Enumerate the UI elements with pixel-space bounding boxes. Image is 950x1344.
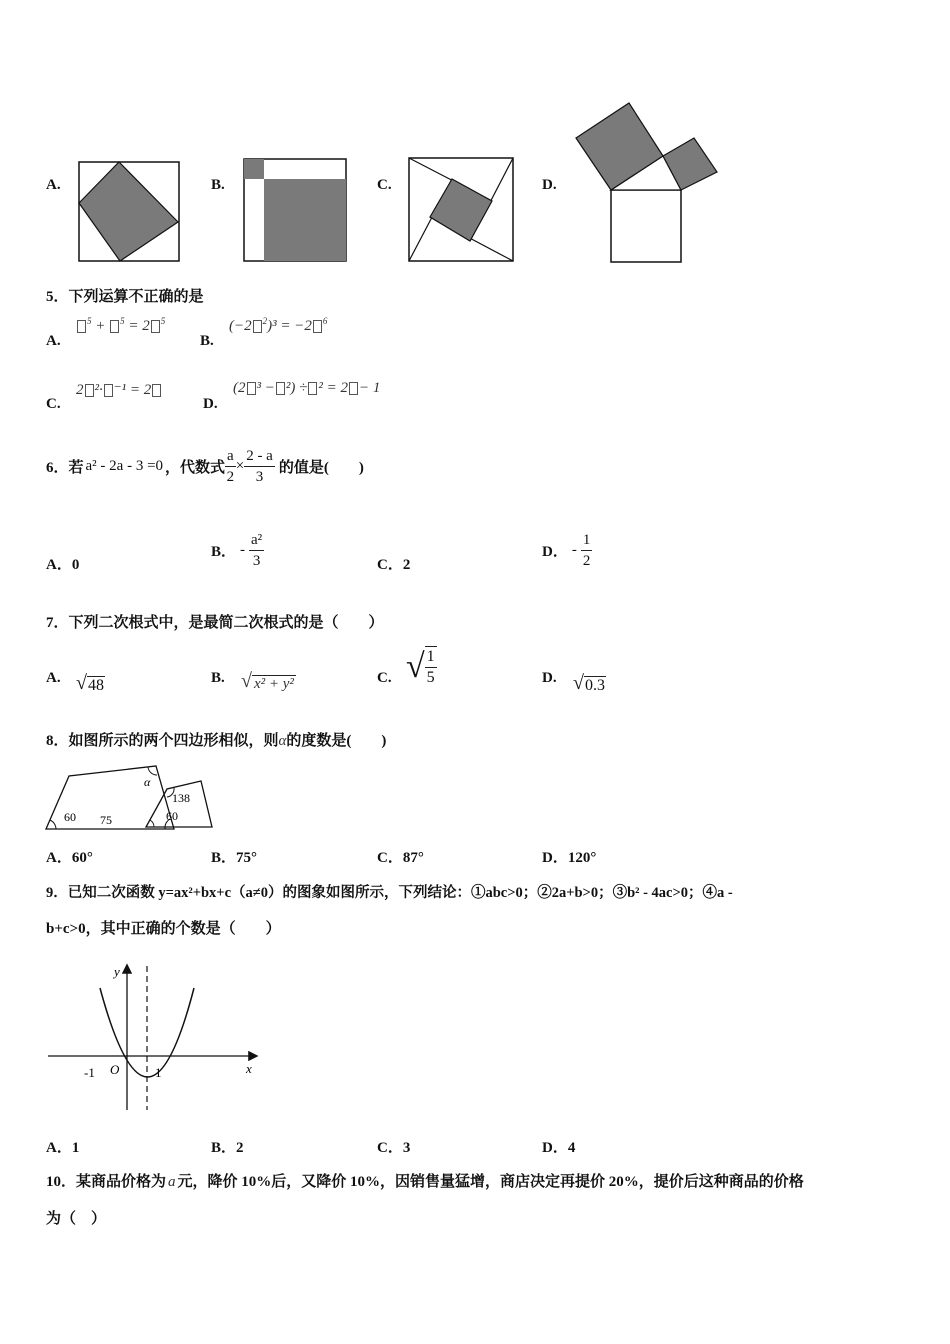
q5-title: 5．下列运算不正确的是 [46, 289, 204, 305]
q8-option-a[interactable]: A．60° [46, 850, 93, 866]
q9-neg1-label: -1 [84, 1065, 95, 1080]
q4-figure-b [243, 157, 348, 263]
q8-label-60-left: 60 [64, 810, 76, 824]
q5-option-a-expr: $^5$ + $^5$ = 2 $^5$ [76, 316, 165, 335]
q6-option-d[interactable]: D． - $\frac{1}{2}$ [542, 532, 591, 569]
q8-label-75: 75 [100, 813, 112, 827]
q9-line-2: b+c>0，其中正确的个数是（ ） [46, 921, 281, 937]
q7-option-d-radical: √ 0.3 [573, 672, 605, 694]
q7-option-b-label[interactable]: B. [211, 670, 225, 686]
q4-figure-d [574, 100, 720, 266]
q6-option-b[interactable]: B． - $\frac{\text{a²}}{3}$ [211, 532, 263, 569]
q9-parabola-graph [44, 958, 264, 1118]
q7-title: 7．下列二次根式中，是最简二次根式的是（ ） [46, 615, 384, 631]
q5-option-c-label[interactable]: C. [46, 396, 61, 412]
q6-fraction-2: $\frac{2 - a}{3}$ [246, 448, 273, 485]
q6-option-a[interactable]: A．0 [46, 557, 80, 573]
q7-option-c-radical: √ $\frac{1}{5}$ [406, 648, 435, 686]
q5-option-b-label[interactable]: B. [200, 333, 214, 349]
q6-option-c[interactable]: C．2 [377, 557, 411, 573]
q4-figure-c [408, 157, 516, 264]
q9-option-c[interactable]: C．3 [377, 1140, 411, 1156]
q4-option-c-label[interactable]: C. [377, 177, 392, 193]
q8-option-d[interactable]: D．120° [542, 850, 597, 866]
q9-y-axis-label: y [114, 964, 120, 979]
q6-fraction-1: $\frac{a}{2}$ [226, 448, 235, 485]
q9-x-axis-label: x [246, 1061, 252, 1076]
q4-figure-a [78, 160, 182, 264]
q8-label-60-right: 60 [166, 809, 178, 823]
q9-option-d[interactable]: D．4 [542, 1140, 576, 1156]
q7-option-d-label[interactable]: D. [542, 670, 557, 686]
q9-origin-label: O [110, 1062, 120, 1077]
q8-quadrilaterals-figure [44, 764, 224, 834]
q9-one-label: 1 [155, 1065, 162, 1080]
q7-option-a-label[interactable]: A. [46, 670, 61, 686]
q8-label-138: 138 [172, 791, 190, 805]
q5-option-b-expr: (−2 $^2$)³ = −2 $^6$ [229, 316, 328, 334]
q8-option-c[interactable]: C．87° [377, 850, 424, 866]
q10-line-1: 10．某商品价格为 a 元，降价 10%后，又降价 10%，因销售量猛增，商店决定再提价 20%，提价后这种商品的价格 [46, 1174, 804, 1190]
q8-alpha-label: α [144, 775, 151, 789]
q6-title: 6．若 a² - 2a - 3 =0 ，代数式 $\frac{a}{2}$ × $\frac{2 - a}{3}$ 的值是( ) [46, 448, 364, 485]
q7-option-a-radical: √ 48 [76, 672, 104, 694]
q4-option-a-label[interactable]: A. [46, 177, 61, 193]
q5-option-a-label[interactable]: A. [46, 333, 61, 349]
q5-option-d-label[interactable]: D. [203, 396, 218, 412]
q5-option-d-expr: (2 ³ − ²) ÷ ² = 2 − 1 [233, 380, 381, 396]
q7-option-b-radical: √ x² + y² [241, 670, 294, 692]
q7-option-c-label[interactable]: C. [377, 670, 392, 686]
q4-option-b-label[interactable]: B. [211, 177, 225, 193]
q9-option-b[interactable]: B．2 [211, 1140, 244, 1156]
q9-line-1: 9．已知二次函数 y=ax²+bx+c（a≠0）的图象如图所示，下列结论：①abc>0；②2a+b>0；③b² - 4ac>0；④a - [46, 885, 733, 901]
q4-option-d-label[interactable]: D. [542, 177, 557, 193]
q9-option-a[interactable]: A．1 [46, 1140, 80, 1156]
q10-line-2: 为（ ） [46, 1211, 107, 1227]
q8-option-b[interactable]: B．75° [211, 850, 258, 866]
q8-title: 8．如图所示的两个四边形相似，则α的度数是( ) [46, 733, 387, 749]
q5-option-c-expr: 2 ²· ⁻¹ = 2 [76, 380, 162, 399]
